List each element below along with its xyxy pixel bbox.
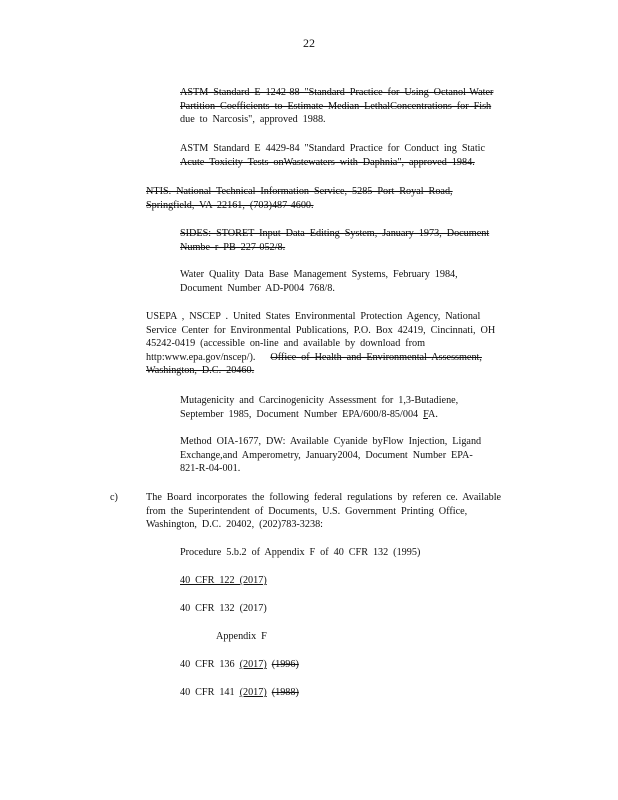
inserted-text: (2017) (239, 687, 267, 698)
citation-text: A. (428, 408, 438, 420)
citation-text: 821-R-04-001. (180, 463, 241, 475)
body-text: The Board incorporates the following federal regulations by referen ce. Available (146, 492, 502, 503)
citation-text: Exchange,and Amperometry, January2004, Document Number EPA- (180, 449, 473, 461)
astm-e1242-citation (180, 86, 530, 127)
nscep-url: http:www.epa.gov/nscep/). (146, 351, 256, 363)
deleted-text: Washington, D.C. 20460. (146, 365, 255, 377)
citation-text: 40 CFR 136 (180, 659, 235, 670)
inserted-text: (2017) (239, 659, 267, 670)
reg-cfr-122 (180, 574, 530, 588)
body-text: Washington, D.C. 20402, (202)783-3238: (146, 519, 324, 531)
deleted-text: Numbe r PB 227-052/8. (180, 241, 286, 253)
citation-text: ASTM Standard E 4429-84 "Standard Practice for Conduct ing Static (180, 143, 486, 154)
citation-text: Procedure 5.b.2 of Appendix F of 40 CFR 132 (1995) (180, 547, 421, 558)
federal-regulations-intro (146, 491, 536, 532)
citation-text: Water Quality Data Base Management Systems, February 1984, (180, 269, 458, 280)
deleted-text: ASTM Standard E 1242-88 "Standard Practice for Using Octanol-Water (180, 87, 494, 98)
citation-text: Method OIA-1677, DW: Available Cyanide byFlow Injection, Ligand (180, 436, 482, 447)
ntis-citation (146, 185, 536, 212)
citation-text: 40 CFR 132 (2017) (180, 603, 267, 614)
citation-text: Appendix F (216, 631, 267, 642)
reg-appendix-f (216, 630, 416, 644)
deleted-text: Springfield, VA 22161, (703)487-4600. (146, 199, 314, 211)
sides-citation (180, 227, 530, 254)
citation-text: due to Narcosis", approved 1988. (180, 114, 326, 126)
astm-e4429-citation (180, 142, 530, 169)
inserted-text: 40 CFR 122 (2017) (180, 575, 267, 586)
reg-cfr-136 (180, 658, 530, 672)
citation-text: 40 CFR 141 (180, 687, 235, 698)
deleted-text: NTIS. National Technical Information Service, 5285 Port Royal Road, (146, 186, 453, 197)
deleted-text: Partition Coefficients to Estimate Median LethalConcentrations for Fish (180, 100, 492, 112)
citation-text: 45242-0419 (accessible on-line and available by download from (146, 338, 426, 350)
deleted-text: SIDES: STORET Input Data Editing System, January 1973, Document (180, 228, 490, 239)
subsection-marker: c) (110, 492, 118, 503)
usepa-citation (146, 310, 536, 378)
reg-procedure (180, 546, 530, 560)
citation-text: USEPA , NSCEP . United States Environmental Protection Agency, National (146, 311, 481, 322)
citation-text: Mutagenicity and Carcinogenicity Assessment for 1,3-Butadiene, (180, 395, 459, 406)
reg-cfr-132 (180, 602, 530, 616)
mutagenicity-citation (180, 394, 530, 421)
deleted-text: Acute Toxicity Tests onWastewaters with Daphnia", approved 1984. (180, 156, 475, 168)
deleted-text: Office of Health and Environmental Assessment, (270, 351, 482, 363)
water-quality-citation (180, 268, 530, 295)
citation-text: September 1985, Document Number EPA/600/8-85/004 (180, 408, 419, 420)
page-number: 22 (303, 36, 315, 50)
method-oia-citation (180, 435, 530, 476)
inserted-text: F (423, 408, 429, 420)
citation-text: Service Center for Environmental Publications, P.O. Box 42419, Cincinnati, OH (146, 324, 496, 336)
deleted-text: (1996) (271, 659, 299, 670)
reg-cfr-141 (180, 686, 530, 700)
body-text: from the Superintendent of Documents, U.S. Government Printing Office, (146, 505, 468, 517)
deleted-text: (1988) (271, 687, 299, 698)
citation-text: Document Number AD-P004 768/8. (180, 282, 335, 294)
